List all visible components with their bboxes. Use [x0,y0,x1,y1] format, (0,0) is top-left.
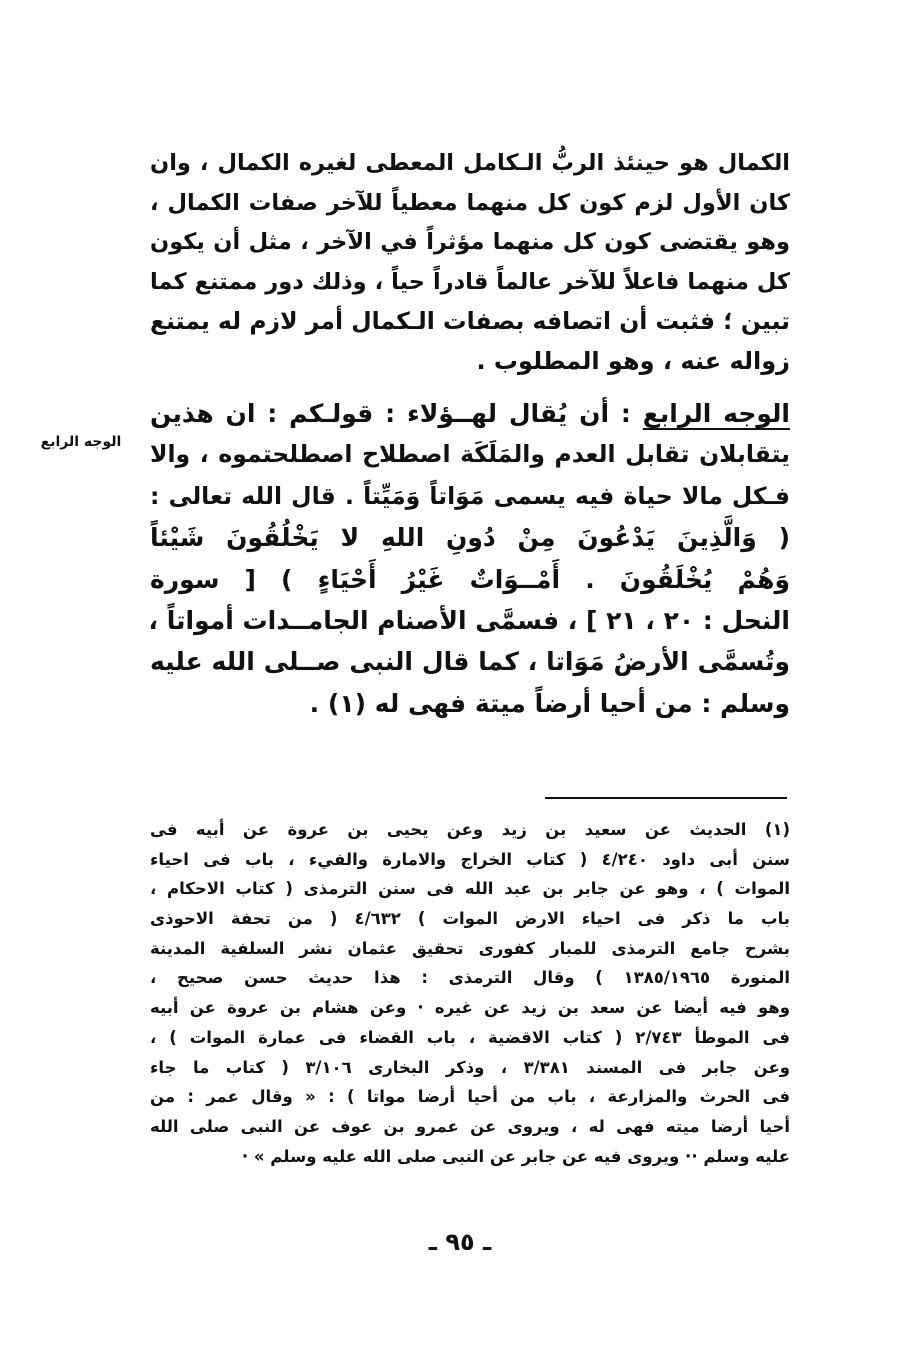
text-line: كان الأول لزم كون كل منهما معطياً للآخر صفات الكمال ، [150,189,790,216]
footnote-line: وعن جابر فى المسند ٣/٣٨١ ، وذكر البخارى ٣/١٠٦ ( كتاب ما جاء [150,1057,791,1077]
footnote-separator [545,797,787,799]
text-line: وتُسمَّى الأرضُ مَوَاتا ، كما قال النبى صــلى الله عليه [150,647,790,677]
footnote-line: (١) الحديث عن سعيد بن زيد وعن يحيى بن عروة عن أبيه فى [150,820,790,839]
main-text [150,144,790,724]
text-fragment: : أن يُقال لهــؤلاء : قولـكم : ان هذين [150,399,643,428]
footnote-line: فى الحرث والمزارعة ، باب من أحيا أرضا مواتا ) : « وقال عمر : من [150,1087,790,1107]
footnote-line: عليه وسلم ·· ويروى فيه عن جابر عن النبى صلى الله عليه وسلم » · [241,1146,790,1166]
footnote-line: باب ما ذكر فى احياء الارض الموات ) ٤/٦٣٢ ( من تحفة الاحوذى [150,909,790,929]
text-line: فـكل مالا حياة فيه يسمى مَوَاتاً وَمَيِّتاً . قال الله تعالى : [150,481,790,510]
text-line: وَهُمْ يُخْلَقُونَ . أَمْــوَاتٌ غَيْرُ أَحْيَاءٍ ) [ سورة [150,564,790,594]
text-line: يتقابلان تقابل العدم والمَلَكَة اصطلاح اصطلحتموه ، والا [150,440,790,469]
text-line: وسلم : من أحيا أرضاً ميتة فهى له (١) . [309,688,790,718]
footnote-line: سنن أبى داود ٤/٢٤٠ ( كتاب الخراج والامارة والفيء ، باب فى احياء [150,849,791,869]
section-heading: الوجه الرابع [642,399,790,428]
footnote-line: المنورة ١٣٨٥/١٩٦٥ ) وقال الترمذى : هذا حديث حسن صحيح ، [150,968,791,988]
text-line [150,393,790,434]
footnotes [150,815,790,1171]
margin-note: الوجه الرابع [40,434,122,450]
footnote-line: أحيا أرضا ميته فهى له ، ويروى عن عمرو بن عوف عن النبى صلى الله [150,1116,790,1136]
footnote-line: بشرح جامع الترمذى للمبار كفورى تحقيق عثمان نشر السلفية المدينة [150,938,790,958]
text-line: ( وَالَّذِينَ يَدْعُونَ مِنْ دُونِ اللهِ لا يَخْلُقُونَ شَيْئاً [150,523,790,553]
paragraph-2 [150,393,790,724]
footnote-line: وهو فيه أيضا عن سعد بن زيد عن غيره · وعن هشام بن عروة عن أبيه [150,998,790,1018]
footnote-line: فى الموطأ ٢/٧٤٣ ( كتاب الاقضية ، باب القضاء فى عمارة الموات ) ، [150,1027,790,1047]
text-line: زواله عنه ، وهو المطلوب . [476,346,790,375]
text-line: وهو يقتضى كون كل منهما مؤثراً في الآخر ، مثل أن يكون [150,229,790,255]
text-line: الكمال هو حينئذ الربُّ الـكامل المعطى لغيره الكمال ، وان [150,150,790,176]
text-line: كل منهما فاعلاً للآخر عالماً قادراً حياً ، وذلك دور ممتنع كما [150,268,790,295]
text-line: النحل : ٢٠ ، ٢١ ] ، فسمَّى الأصنام الجامــدات أمواتاً ، [148,605,790,635]
page-number: ـ ٩٥ ـ [428,1228,492,1256]
paragraph-1 [150,144,790,381]
footnote-line: الموات ) ، وهو عن جابر بن عبد الله فى سنن الترمذى ( كتاب الاحكام ، [150,879,790,899]
text-line: تبين ؛ فثبت أن اتصافه بصفات الـكمال أمر لازم له يمتنع [150,307,790,335]
